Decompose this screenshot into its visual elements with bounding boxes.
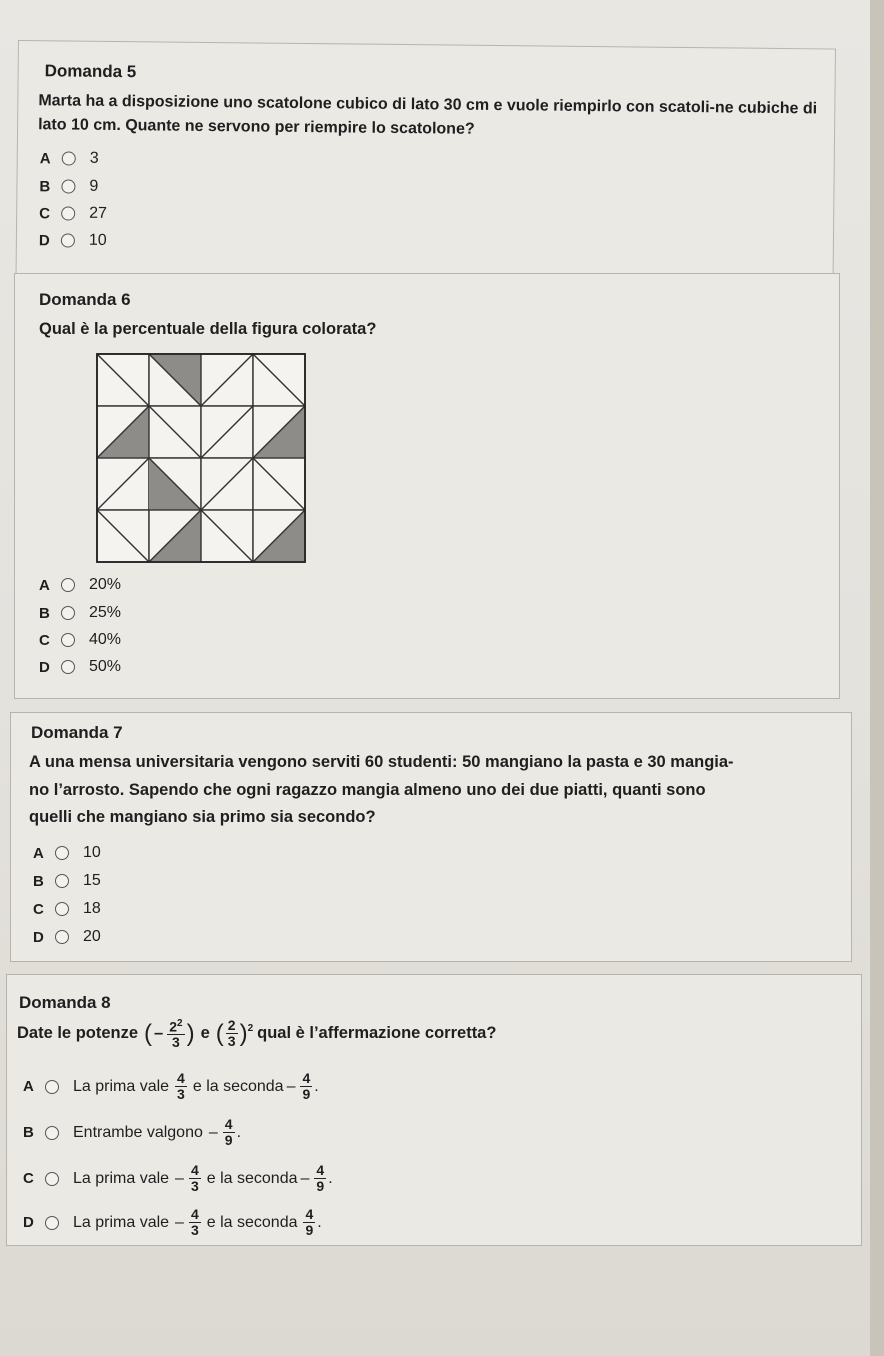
q7-option-a[interactable] [33, 844, 101, 862]
radio-button[interactable] [45, 1080, 59, 1094]
option-text: 27 [89, 204, 108, 222]
radio-button[interactable] [61, 179, 75, 193]
q5-option-a[interactable] [40, 149, 99, 168]
q5-option-b[interactable] [39, 177, 98, 196]
q8-option-a[interactable]: A La prima vale $\frac{4}{3}$ e la seconda – $\frac{4}{9}$ . [23, 1070, 319, 1102]
option-letter: D [38, 231, 50, 249]
option-text-mid: e la seconda [206, 1169, 298, 1187]
option-text: 10 [88, 231, 107, 249]
radio-button[interactable] [61, 606, 75, 620]
option-letter: D [23, 1214, 34, 1231]
question-5-title: Domanda 5 [44, 61, 137, 82]
q8-option-d[interactable]: D La prima vale – $\frac{4}{3}$ e la seconda $\frac{4}{9}$ . [23, 1206, 322, 1238]
fraction-4-over-3: $\frac{4}{3}$ [177, 1070, 185, 1102]
question-7-line-3: quelli che mangiano sia primo sia secondo? [29, 808, 376, 826]
radio-button[interactable] [55, 874, 69, 888]
question-6-card [14, 273, 840, 699]
radio-button[interactable] [62, 151, 76, 165]
radio-button[interactable] [55, 846, 69, 860]
fraction-4-over-9: $\frac{4}{9}$ [316, 1162, 325, 1194]
q5-option-c[interactable] [39, 204, 107, 223]
option-text: La prima vale [73, 1169, 170, 1187]
option-text: 9 [89, 177, 99, 195]
option-letter: A [23, 1078, 34, 1095]
option-letter: B [23, 1124, 34, 1141]
option-letter: A [33, 844, 44, 862]
fraction-4-over-9: $\frac{4}{9}$ [302, 1070, 311, 1102]
q6-option-c[interactable] [39, 631, 121, 649]
radio-button[interactable] [61, 660, 75, 674]
option-text-mid: e la seconda [192, 1077, 284, 1095]
question-5-card [15, 40, 836, 295]
q7-option-c[interactable] [33, 900, 101, 918]
option-text: 10 [83, 844, 101, 861]
minus-sign: – [175, 1213, 184, 1231]
q7-option-b[interactable] [33, 872, 101, 890]
question-7-card [10, 712, 852, 962]
option-letter: B [39, 604, 50, 622]
denominator: 3 [227, 1032, 236, 1049]
question-8-title: Domanda 8 [19, 993, 111, 1012]
option-text: La prima vale [73, 1213, 170, 1231]
exponent: 2 [177, 1017, 183, 1029]
shaded-grid-figure [96, 353, 306, 563]
option-text: 25% [89, 604, 122, 621]
radio-button[interactable] [55, 930, 69, 944]
option-letter: C [39, 631, 50, 649]
minus-sign: – [286, 1077, 296, 1095]
fraction-4-over-9: $\frac{4}{9}$ [305, 1206, 314, 1238]
option-text: 20% [89, 576, 122, 593]
radio-button[interactable] [61, 206, 75, 220]
question-7-line-2: no l’arrosto. Sapendo che ogni ragazzo mangia almeno uno dei due piatti, quanti sono [29, 781, 706, 799]
question-8-prefix: Date le potenze [17, 1023, 139, 1042]
option-letter: B [39, 177, 51, 195]
option-text: 3 [89, 149, 99, 167]
q7-option-d[interactable] [33, 928, 101, 946]
radio-button[interactable] [61, 633, 75, 647]
close-paren: ) [239, 1019, 248, 1047]
fraction-4-over-9: $\frac{4}{9}$ [224, 1116, 233, 1148]
numerator: 2 [227, 1016, 236, 1033]
radio-button[interactable] [61, 233, 75, 247]
minus-sign: – [175, 1169, 184, 1187]
radio-button[interactable] [55, 902, 69, 916]
option-letter: B [33, 872, 44, 890]
option-letter: D [33, 928, 44, 946]
option-text: Entrambe valgono [73, 1123, 203, 1141]
option-letter: C [23, 1170, 34, 1187]
q6-option-a[interactable] [39, 576, 121, 594]
option-letter: C [33, 900, 44, 918]
option-letter: A [39, 576, 50, 594]
option-letter: D [39, 658, 50, 676]
option-text: 50% [89, 658, 122, 675]
minus-sign: – [300, 1169, 310, 1187]
option-text: 40% [89, 631, 122, 648]
option-text: 15 [83, 872, 101, 889]
minus-sign: – [208, 1123, 218, 1141]
q6-option-d[interactable] [39, 658, 121, 676]
q6-option-b[interactable] [39, 604, 121, 622]
fraction-4-over-3: $\frac{4}{3}$ [190, 1162, 199, 1194]
q8-option-c[interactable]: C La prima vale – $\frac{4}{3}$ e la seconda – $\frac{4}{9}$ . [23, 1162, 333, 1194]
option-text-mid: e la seconda [206, 1213, 298, 1231]
option-text: 20 [83, 928, 101, 945]
question-6-text: Qual è la percentuale della figura colorata? [39, 320, 377, 338]
question-5-text: Marta ha a disposizione uno scatolone cubico di lato 30 cm e vuole riempirlo con scatoli-ne cubiche di lato 10 cm. Quante ne servono per riempire lo scatolone? [38, 92, 818, 138]
radio-button[interactable] [45, 1172, 59, 1186]
radio-button[interactable] [45, 1126, 59, 1140]
open-paren: ( [144, 1019, 153, 1047]
fraction-2-over-3 [226, 1018, 238, 1049]
numerator: 2 [169, 1018, 178, 1035]
q5-option-d[interactable] [39, 231, 107, 250]
option-text: 18 [83, 900, 101, 917]
question-8-text [17, 1013, 496, 1053]
denominator: 3 [172, 1034, 180, 1051]
question-6-title: Domanda 6 [39, 290, 131, 309]
radio-button[interactable] [61, 578, 75, 592]
question-8-suffix: qual è l’affermazione corretta? [257, 1023, 497, 1042]
open-paren: ( [215, 1019, 224, 1047]
minus-sign: – [154, 1023, 164, 1042]
question-8-card [6, 974, 862, 1246]
exponent: 2 [247, 1023, 254, 1034]
question-7-line-1: A una mensa universitaria vengono serviti 60 studenti: 50 mangiano la pasta e 30 mangia- [29, 753, 734, 771]
option-letter: A [39, 149, 51, 167]
question-7-title: Domanda 7 [31, 723, 123, 742]
option-text: La prima vale [73, 1077, 170, 1095]
fraction-2sq-over-3 [167, 1016, 184, 1051]
fraction-4-over-3: $\frac{4}{3}$ [190, 1206, 199, 1238]
close-paren: ) [186, 1019, 195, 1047]
q8-option-b[interactable]: B Entrambe valgono – $\frac{4}{9}$ . [23, 1116, 242, 1148]
option-letter: C [39, 204, 51, 222]
radio-button[interactable] [45, 1216, 59, 1230]
conjunction: e [200, 1023, 210, 1042]
